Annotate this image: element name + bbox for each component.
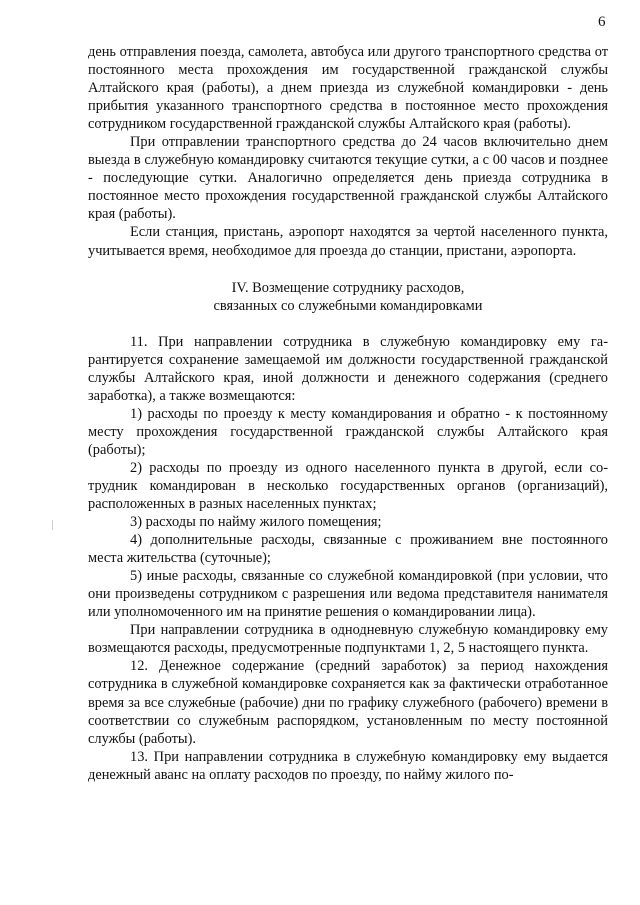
document-body	[88, 43, 608, 784]
margin-mark	[52, 520, 53, 530]
paragraph-item-12: 12. Денежное содержание (средний заработок) за период нахождения сотрудника в служебной командировке сохраняется как за фактически отработанное время за все служебные (рабочие) дни по графику служебного (рабочего) времени в соответствии со служебным распорядком, установленным по месту постоянной службы (работы).	[88, 658, 608, 747]
paragraph-station-location: Если станция, пристань, аэропорт находятся за чертой населенного пункта, учитывается время, необходимое для проезда до станции, пристани, аэропорта.	[88, 224, 608, 259]
paragraph-subitem-4: 4) дополнительные расходы, связанные с проживанием вне постоянного места жительства (суточные);	[88, 532, 608, 567]
section-heading	[88, 279, 608, 316]
paragraph-subitem-2: 2) расходы по проезду из одного населенного пункта в другой, если сотрудник командирован в несколько государственных органов (организаций), расположенных в разных населенных пунктах;	[88, 459, 608, 512]
paragraph-item-11: 11. При направлении сотрудника в служебную командировку ему гарантируется сохранение замещаемой им должности государственной гражданской службы Алтайского края, иной должности и денежного содержания (среднего заработка), а также возмещаются:	[88, 333, 608, 404]
paragraph-continuation: день отправления поезда, самолета, автобуса или другого транспортного средства от постоянного места прохождения им государственной гражданской службы Алтайского края (работы), а днем приезда из служебной командировки - день прибытия указанного транспортного средства в постоянное место прохождения сотрудником государственной гражданской службы Алтайского края (работы).	[88, 44, 608, 133]
section-heading-line1: IV. Возмещение сотруднику расходов,	[231, 279, 465, 296]
section-heading-line2: связанных со служебными командировками	[213, 298, 483, 315]
paragraph-item-13: 13. При направлении сотрудника в служебную командировку ему выдается денежный аванс на оплату расходов по проезду, по найму жилого по-	[88, 748, 608, 783]
paragraph-departure-time: При отправлении транспортного средства до 24 часов включительно днем выезда в служебную командировку считаются текущие сутки, а с 00 часов и позднее - последующие сутки. Аналогично определяется день приезда сотрудника в постоянное место прохождения государственной гражданской службы Алтайского края (работы).	[88, 134, 608, 223]
paragraph-one-day-trip: При направлении сотрудника в однодневную служебную командировку ему возмещаются расходы, предусмотренные подпунктами 1, 2, 5 настоящего пункта.	[88, 622, 608, 657]
page-number: 6	[598, 14, 606, 30]
paragraph-subitem-1: 1) расходы по проезду к месту командирования и обратно - к постоянному месту прохождения государственной гражданской службы Алтайского края (работы);	[88, 405, 608, 458]
paragraph-subitem-3: 3) расходы по найму жилого помещения;	[130, 514, 382, 531]
paragraph-subitem-5: 5) иные расходы, связанные со служебной командировкой (при условии, что они произведены сотрудником с разрешения или ведома представителя нанимателя или уполномоченного им на принятие решения о командировании лица).	[88, 568, 608, 621]
